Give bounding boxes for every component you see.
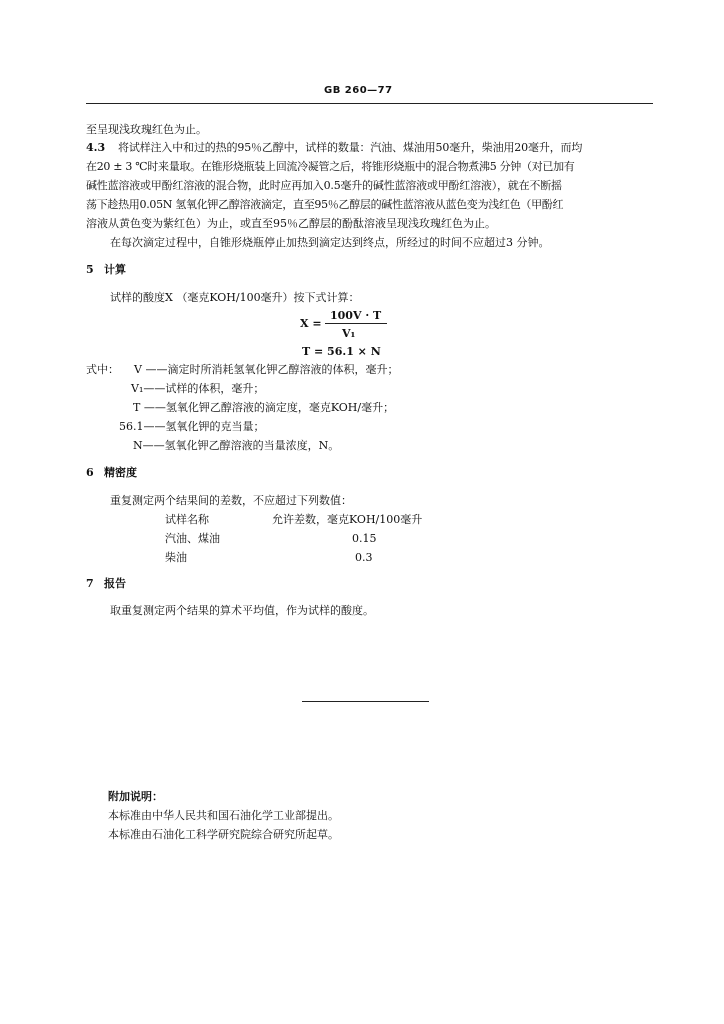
notes-title: 附加说明：	[108, 790, 163, 803]
para-line-2: 将试样注入中和过的热的95％乙醇中，试样的数量：汽油、煤油用50毫升，柴油用20毫升，而均	[118, 141, 583, 154]
para-line-4: 碱性蓝溶液或甲酚红溶液的混合物，此时应再加入0.5毫升的碱性蓝溶液或甲酚红溶液），就在不断摇	[86, 179, 562, 192]
section-7-number: 7	[86, 577, 94, 590]
para-line-6: 溶液从黄色变为紫红色）为止，或直至95％乙醇层的酚酞溶液呈现浅玫瑰红色为止。	[86, 217, 496, 230]
definition-v: V ——滴定时所消耗氢氧化钾乙醇溶液的体积，毫升；	[134, 363, 399, 376]
formula-fraction-bar	[325, 323, 387, 324]
definition-n: N——氢氧化钾乙醇溶液的当量浓度，N。	[133, 439, 340, 452]
table-row-name: 汽油、煤油	[165, 532, 220, 545]
section-6-number: 6	[86, 466, 94, 479]
notes-line-1: 本标准由中华人民共和国石油化学工业部提出。	[108, 809, 339, 822]
para-line-7: 在每次滴定过程中，自锥形烧瓶停止加热到滴定达到终点，所经过的时间不应超过3 分钟。	[110, 236, 550, 249]
section-6-intro: 重复测定两个结果间的差数，不应超过下列数值：	[110, 494, 352, 507]
formula-numerator: 100V · T	[330, 309, 382, 322]
definition-t: T ——氢氧化钾乙醇溶液的滴定度，毫克KOH/毫升；	[133, 401, 395, 414]
where-label: 式中：	[86, 363, 119, 376]
para-line-1: 至呈现浅玫瑰红色为止。	[86, 123, 207, 136]
definition-v1: V₁——试样的体积，毫升；	[131, 382, 265, 395]
table-row-value: 0.3	[355, 551, 373, 564]
para-line-5: 荡下趁热用0.05N 氢氧化钾乙醇溶液滴定，直至95％乙醇层的碱性蓝溶液从蓝色变为浅红色（甲酚红	[86, 198, 564, 211]
section-5-title: 计算	[104, 263, 126, 276]
table-row-name: 柴油	[165, 551, 187, 564]
section-4-3-number: 4.3	[86, 141, 106, 154]
definition-56-1: 56.1——氢氧化钾的克当量；	[119, 420, 265, 433]
table-header-name: 试样名称	[165, 513, 209, 526]
header-code: GB 260—77	[324, 85, 393, 96]
header-rule	[86, 103, 653, 104]
table-header-tolerance: 允许差数，毫克KOH/100毫升	[272, 513, 423, 526]
end-rule	[302, 701, 429, 702]
section-5-number: 5	[86, 263, 94, 276]
formula-titer: T = 56.1 × N	[302, 345, 381, 358]
section-7-title: 报告	[104, 577, 126, 590]
section-6-title: 精密度	[104, 466, 137, 479]
section-7-text: 取重复测定两个结果的算术平均值，作为试样的酸度。	[110, 604, 374, 617]
notes-line-2: 本标准由石油化工科学研究院综合研究所起草。	[108, 828, 339, 841]
formula-denominator: V₁	[342, 327, 356, 340]
table-row-value: 0.15	[352, 532, 377, 545]
section-5-intro: 试样的酸度X （毫克KOH/100毫升）按下式计算：	[110, 291, 360, 304]
formula-lhs: X =	[300, 317, 322, 330]
para-line-3: 在20 ± 3 ℃时来量取。在锥形烧瓶装上回流冷凝管之后，将锥形烧瓶中的混合物煮沸5 分钟（对已加有	[86, 160, 575, 173]
